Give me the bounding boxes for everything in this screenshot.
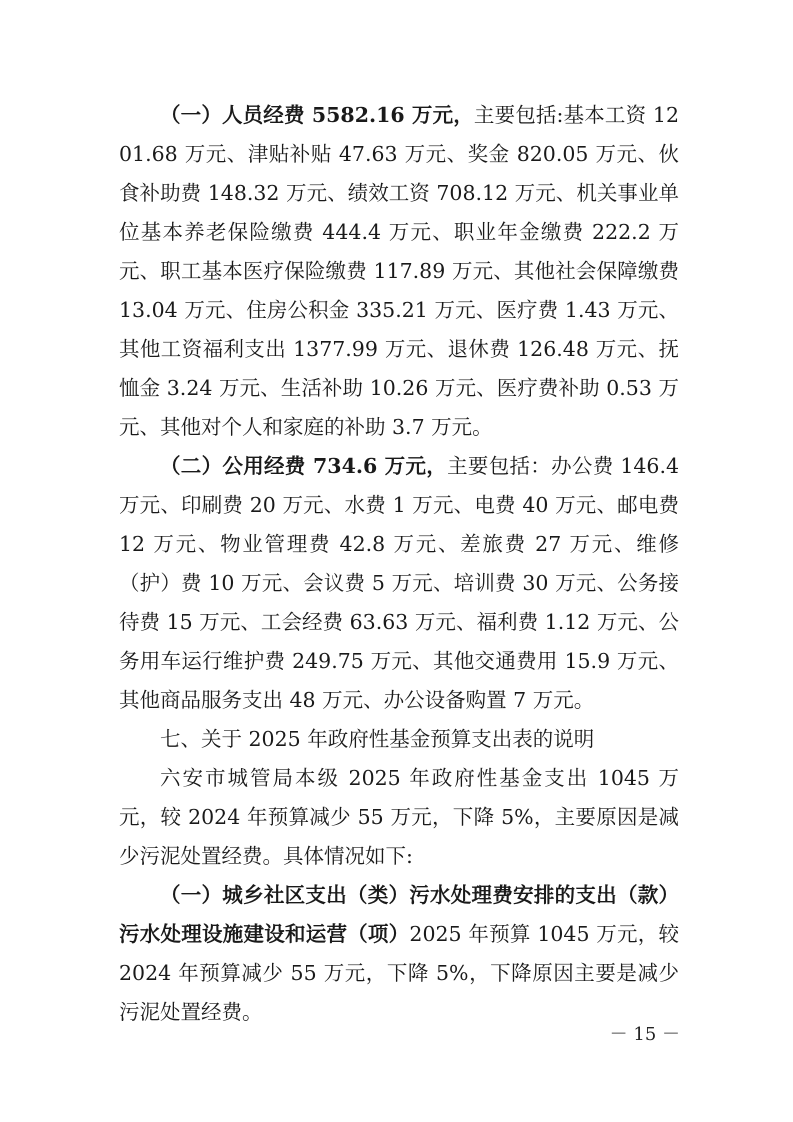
public-expense-heading: （二）公用经费 734.6 万元， (160, 454, 448, 478)
sewage-expense-body: 2025 年预算 1045 万元，较 2024 年预算减少 55 万元，下降 5%，下降原因主要是减少污泥处置经费。 (119, 922, 680, 1024)
personnel-expense-heading: （一）人员经费 5582.16 万元， (160, 103, 474, 127)
sewage-expense-heading: （一）城乡社区支出（类）污水处理费安排的支出（款）污水处理设施建设和运营（项） (119, 883, 679, 946)
document-page (119, 96, 679, 1032)
personnel-expense-body: 主要包括:基本工资 1201.68 万元、津贴补贴 47.63 万元、奖金 820.05 万元、伙食补助费 148.32 万元、绩效工资 708.12 万元、机关事业单位基本养老保险缴费 444.4 万元、职业年金缴费 222.2 万元、职工基本医疗保险缴费 117.89 万元、其他社会保障缴费 13.04 万元、住房公积金 335.21 万元、医疗费 1.43 万元、其他工资福利支出 1377.99 万元、退休费 126.48 万元、抚恤金 3.24 万元、生活补助 10.26 万元、医疗费补助 0.53 万元、其他对个人和家庭的补助 3.7 万元。 (119, 103, 679, 439)
public-expense-paragraph (119, 447, 679, 720)
section-seven-intro: 六安市城管局本级 2025 年政府性基金支出 1045 万元，较 2024 年预算减少 55 万元，下降 5%，主要原因是减少污泥处置经费。具体情况如下: (119, 766, 679, 868)
section-seven-heading: 七、关于 2025 年政府性基金预算支出表的说明 (160, 727, 595, 751)
personnel-expense-paragraph (119, 96, 679, 447)
sewage-expense-paragraph (119, 876, 679, 1032)
public-expense-body: 主要包括：办公费 146.4 万元、印刷费 20 万元、水费 1 万元、电费 40 万元、邮电费 12 万元、物业管理费 42.8 万元、差旅费 27 万元、维修（护）费 10 万元、会议费 5 万元、培训费 30 万元、公务接待费 15 万元、工会经费 63.63 万元、福利费 1.12 万元、公务用车运行维护费 249.75 万元、其他交通费用 15.9 万元、其他商品服务支出 48 万元、办公设备购置 7 万元。 (119, 454, 680, 712)
page-number: － 15 － (609, 1024, 680, 1045)
